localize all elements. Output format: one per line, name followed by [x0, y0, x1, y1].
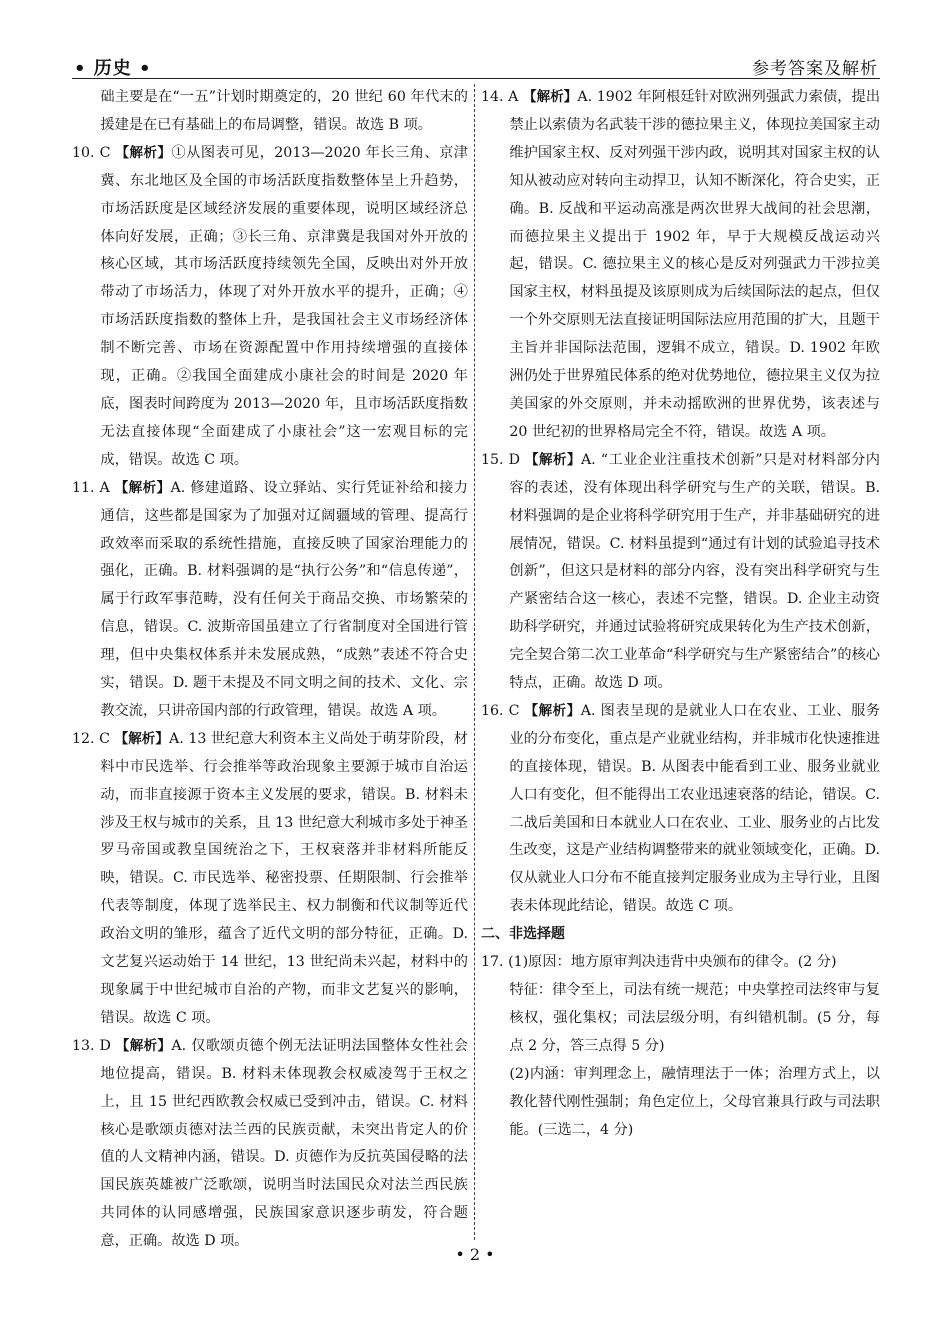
analysis-tag: 【解析】 — [115, 144, 172, 161]
answer-text: A. 13 世纪意大利资本主义尚处于萌芽阶段，材料中市民选举、行会推举等政治现象主要源于城市自治运动，而非直接源于资本主义发展的要求，错误。B. 材料未涉及王权与城市的关系，且 13 世纪意大利城市多处于神圣罗马帝国或教皇国统治之下，王权衰落并非材料所能反映，错误。C. 市民选举、秘密投票、任期限制、行会推举代表等制度，体现了选举民主、权力制衡和代议制等近代政治文明的雏形，蕴含了近代文明的部分特征，正确。D. 文艺复兴运动始于 14 世纪，13 世纪尚未兴起，材料中的现象属于中世纪城市自治的产物，而非文艺复兴的影响，错误。故选 C 项。 — [100, 730, 468, 1026]
question-number: 16. C — [481, 702, 525, 719]
answer-13 — [72, 1033, 468, 1256]
answer-text: A. 仅歌颂贞德个例无法证明法国整体女性社会地位提高，错误。B. 材料未体现教会权威凌驾于王权之上，且 15 世纪西欧教会权威已受到冲击，错误。C. 材料核心是歌颂贞德对法兰西的民族贡献，未突出肯定人的价值的人文精神内涵，错误。D. 贞德作为反抗英国侵略的法国民族英雄被广泛歌颂，说明当时法国民众对法兰西民族共同体的认同感增强，民族国家意识逐步萌发，符合题意，正确。故选 D 项。 — [100, 1037, 468, 1250]
answer-text: ①从图表可见，2013—2020 年长三角、京津冀、东北地区及全国的市场活跃度指数整体呈上升趋势，市场活跃度是区域经济发展的重要体现，说明区域经济总体向好发展，正确；③长三角、京津冀是我国对外开放的核心区域，其市场活跃度持续领先全国，反映出对外开放带动了市场活力，体现了对外开放水平的提升，正确；④市场活跃度指数的整体上升，是我国社会主义市场经济体制不断完善、市场在资源配置中作用持续增强的直接体现，正确。②我国全面建成小康社会的时间是 2020 年底，图表时间跨度为 2013—2020 年，且市场活跃度指数无法直接体现“全面建成了小康社会”这一宏观目标的完成，错误。故选 C 项。 — [100, 144, 468, 468]
answer-continuation: 础主要是在“一五”计划时期奠定的，20 世纪 60 年代末的援建是在已有基础上的布局调整，错误。故选 B 项。 — [100, 89, 468, 133]
page-header — [72, 52, 880, 79]
analysis-tag: 【解析】 — [114, 730, 169, 747]
section-title: 参考答案及解析 — [752, 59, 878, 79]
question-number: 14. A — [481, 89, 524, 105]
answer-16 — [481, 698, 880, 921]
right-column — [481, 84, 880, 1144]
page-number: • 2 • — [455, 1245, 495, 1264]
section-heading: 二、非选择题 — [481, 926, 565, 943]
column-divider — [474, 84, 475, 1240]
subject-label: • 历史 • — [74, 58, 152, 79]
left-column — [72, 84, 468, 1256]
answer-15 — [481, 447, 880, 698]
answer-12 — [72, 726, 468, 1033]
question-number: 13. D — [72, 1037, 116, 1054]
analysis-tag: 【解析】 — [524, 451, 581, 468]
answer-text: A. “工业企业注重技术创新”只是对材料部分内容的表述，没有体现出科学研究与生产的关联，错误。B. 材料强调的是企业将科学研究用于生产，并非基础研究的进展情况，错误。C. 材料虽提到“通过有计划的试验追寻技术创新”，但这只是材料的部分内容，没有突出科学研究与生产紧密结合这一核心，表述不完整，错误。D. 企业主动资助科学研究，并通过试验将研究成果转化为生产技术创新，完全契合第二次工业革命“科学研究与生产紧密结合”的核心特点，正确。故选 D 项。 — [509, 451, 880, 692]
answer-text: A. 修建道路、设立驿站、实行凭证补给和接力通信，这些都是国家为了加强对辽阔疆域的管理、提高行政效率而采取的系统性措施，直接反映了国家治理能力的强化，正确。B. 材料强调的是“执行公务”和“信息传递”，属于行政军事范畴，没有任何关于商品交换、市场繁荣的信息，错误。C. 波斯帝国虽建立了行省制度对全国进行管理，但中央集权体系并未发展成熟，“成熟”表述不符合史实，错误。D. 题干未提及不同文明之间的技术、文化、宗教交流，只讲帝国内部的行政管理，错误。故选 A 项。 — [100, 479, 468, 719]
answer-11 — [72, 475, 468, 726]
answer-17-part1: 17. (1)原因：地方原审判决违背中央颁布的律令。(2 分) — [481, 954, 837, 971]
answer-10 — [72, 140, 468, 475]
analysis-tag: 【解析】 — [114, 479, 171, 496]
question-number: 15. D — [481, 451, 525, 468]
analysis-tag: 【解析】 — [523, 89, 578, 105]
answer-17-features: 特征：律令至上，司法有统一规范；中央掌控司法终审与复核权，强化集权；司法层级分明，有纠错机制。(5 分，每点 2 分，答三点得 5 分) — [509, 982, 880, 1054]
analysis-tag: 【解析】 — [115, 1037, 172, 1054]
question-number: 11. A — [72, 479, 115, 496]
answer-text: A. 图表呈现的是就业人口在农业、工业、服务业的分布变化，重点是产业就业结构，并非城市化快速推进的直接体现，错误。B. 从图表中能看到工业、服务业就业人口有变化，但不能得出工农业迅速衰落的结论，错误。C. 二战后美国和日本就业人口在农业、工业、服务业的占比发生改变，这是产业结构调整带来的就业领域变化，正确。D. 仅从就业人口分布不能直接判定服务业成为主导行业，且图表未体现此结论，错误。故选 C 项。 — [509, 702, 880, 915]
answer-17-part2: (2)内涵：审判理念上，融情理法于一体；治理方式上，以教化替代刚性强制；角色定位上，父母官兼具行政与司法职能。(三选二，4 分) — [509, 1065, 880, 1138]
question-number: 12. C — [72, 730, 115, 747]
answer-14 — [481, 84, 880, 447]
analysis-tag: 【解析】 — [524, 702, 581, 719]
question-number: 10. C — [72, 144, 116, 161]
answer-text: A. 1902 年阿根廷针对欧洲列强武力索债，提出禁止以索债为名武装干涉的德拉果主义，体现拉美国家主动维护国家主权、反对列强干涉内政，说明其对国家主权的认知从被动应对转向主动捍卫，认知不断深化，符合史实，正确。B. 反战和平运动高涨是两次世界大战间的社会思潮，而德拉果主义提出于 1902 年，早于大规模反战运动兴起，错误。C. 德拉果主义的核心是反对列强武力干涉拉美国家主权，材料虽提及该原则成为后续国际法的起点，但仅一个外交原则无法直接证明国际法应用范围的扩大，且题干主旨并非国际法范围，逻辑不成立，错误。D. 1902 年欧洲仍处于世界殖民体系的绝对优势地位，德拉果主义仅为拉美国家的外交原则，并未动摇欧洲的世界优势，该表述与 20 世纪初的世界格局完全不符，错误。故选 A 项。 — [509, 89, 881, 440]
